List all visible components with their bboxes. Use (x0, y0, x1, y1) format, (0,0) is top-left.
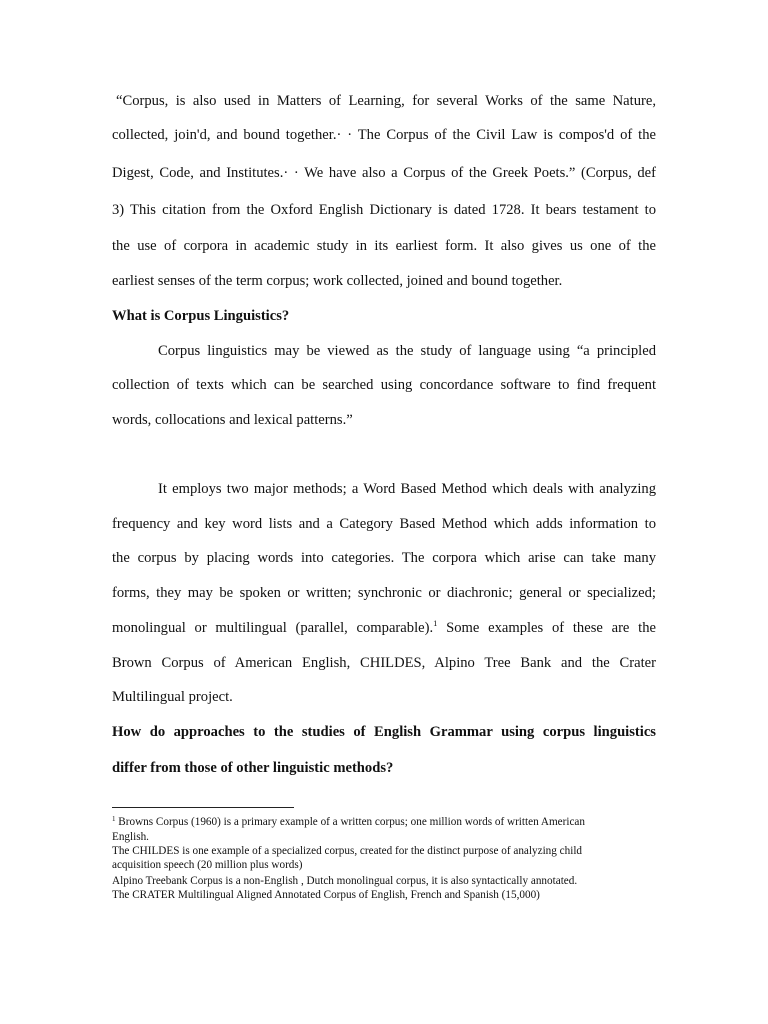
paragraph3-line-4: forms, they may be spoken or written; synchronic or diachronic; general or specialized; (112, 585, 656, 601)
paragraph2-line-1: Corpus linguistics may be viewed as the study of language using “a principled (158, 343, 656, 359)
footnote-line-1 (112, 816, 656, 829)
footnote-line-2: English. (112, 831, 149, 843)
paragraph1-line-6: earliest senses of the term corpus; work collected, joined and bound together. (112, 273, 563, 289)
section-heading: What is Corpus Linguistics? (112, 308, 290, 324)
paragraph3-line-6: Brown Corpus of American English, CHILDES, Alpino Tree Bank and the Crater (112, 655, 656, 671)
footnote-separator (112, 807, 294, 808)
paragraph3-line-5-text: monolingual or multilingual (parallel, comparable). (112, 620, 434, 636)
footnote-line-5: Alpino Treebank Corpus is a non-English , Dutch monolingual corpus, it is also syntactically annotated. (112, 875, 578, 887)
question-heading-line-2: differ from those of other linguistic methods? (112, 760, 394, 776)
paragraph3-line-5-continuation: Some examples of these are the (437, 620, 656, 636)
footnote-line-4: acquisition speech (20 million plus words) (112, 859, 303, 871)
footnote-line-1-text: Browns Corpus (1960) is a primary example of a written corpus; one million words of written American (115, 816, 585, 828)
paragraph1-line-1: “Corpus, is also used in Matters of Learning, for several Works of the same Nature, (116, 93, 656, 109)
paragraph3-line-2: frequency and key word lists and a Category Based Method which adds information to (112, 516, 656, 532)
paragraph1-line-4: 3) This citation from the Oxford English Dictionary is dated 1728. It bears testament to (112, 202, 656, 218)
paragraph3-line-1: It employs two major methods; a Word Based Method which deals with analyzing (158, 481, 656, 497)
paragraph3-line-3: the corpus by placing words into categories. The corpora which arise can take many (112, 550, 656, 566)
question-heading-line-1: How do approaches to the studies of English Grammar using corpus linguistics (112, 724, 656, 740)
footnote-line-3: The CHILDES is one example of a specialized corpus, created for the distinct purpose of analyzing child (112, 845, 583, 857)
paragraph3-line-7: Multilingual project. (112, 689, 233, 705)
paragraph1-line-5: the use of corpora in academic study in its earliest form. It also gives us one of the (112, 238, 656, 254)
footnote-line-6: The CRATER Multilingual Aligned Annotated Corpus of English, French and Spanish (15,000) (112, 889, 540, 901)
footnote-reference: 1 (433, 618, 438, 628)
paragraph3-line-5 (112, 619, 656, 637)
paragraph1-line-2: collected, join'd, and bound together.· · The Corpus of the Civil Law is compos'd of the (112, 127, 656, 143)
paragraph2-line-2: collection of texts which can be searched using concordance software to find frequent (112, 377, 656, 393)
footnote-marker: 1 (112, 815, 116, 823)
paragraph2-line-3: words, collocations and lexical patterns.” (112, 412, 353, 428)
paragraph1-line-3: Digest, Code, and Institutes.· · We have also a Corpus of the Greek Poets.” (Corpus, def (112, 165, 656, 181)
